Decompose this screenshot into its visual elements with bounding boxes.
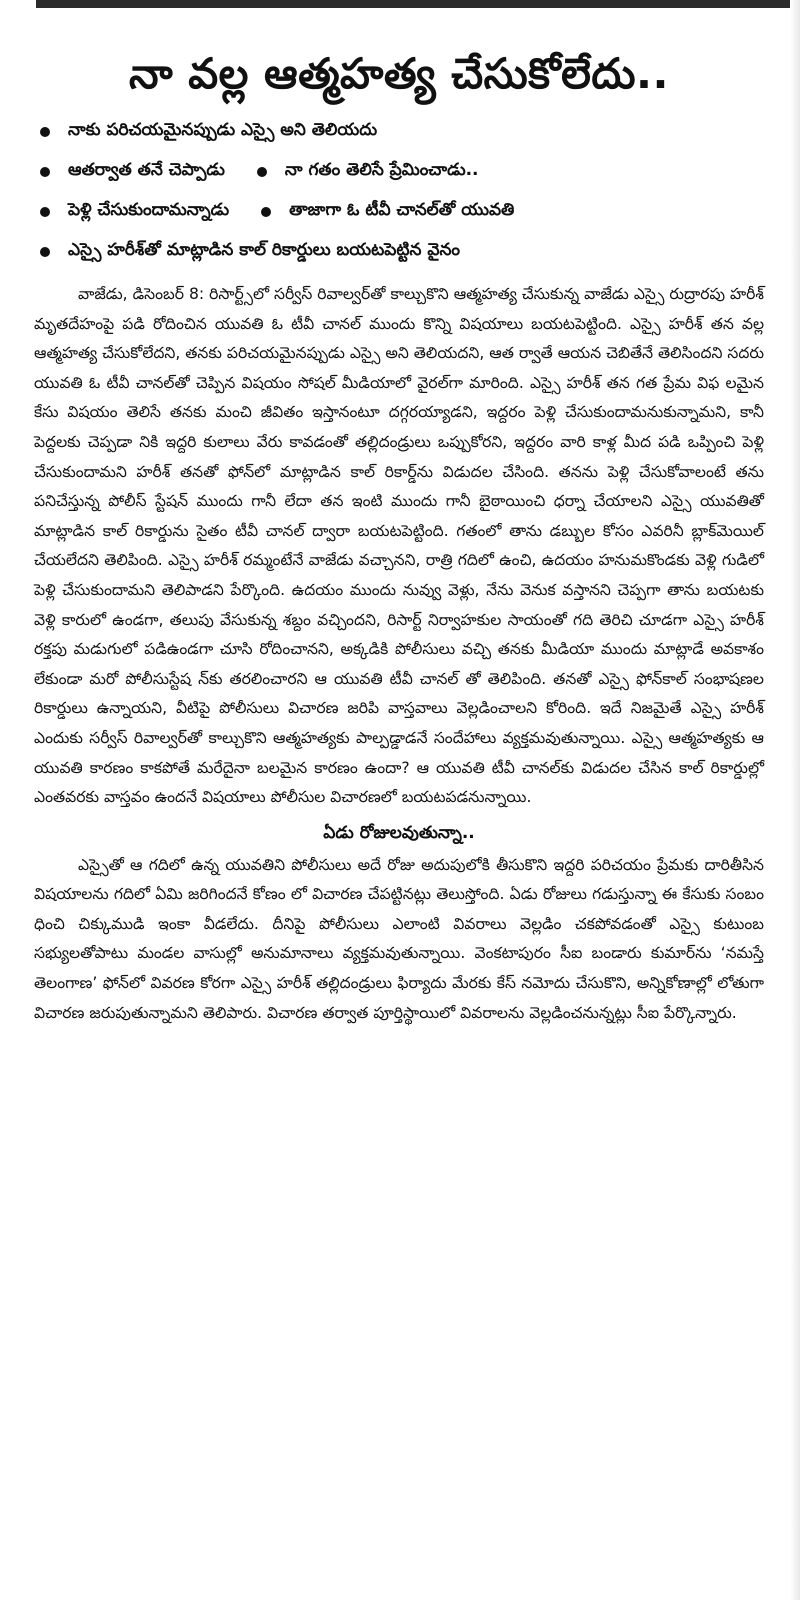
top-border-bar xyxy=(36,0,800,8)
bullet-item xyxy=(255,200,514,224)
highlight-bullets xyxy=(34,112,764,272)
news-article xyxy=(34,44,764,1028)
bullet-dot-icon xyxy=(257,167,267,177)
bullet-item xyxy=(34,120,377,144)
bullet-text: పెళ్లి చేసుకుందామన్నాడు xyxy=(68,200,230,220)
bullet-row xyxy=(34,232,764,272)
bullet-item xyxy=(34,240,460,264)
bullet-row xyxy=(34,192,764,232)
bullet-dot-icon xyxy=(40,207,50,217)
bullet-item xyxy=(251,160,479,184)
bullet-dot-icon xyxy=(40,167,50,177)
bullet-item xyxy=(34,200,229,224)
bullet-item xyxy=(34,160,225,184)
bullet-text: తాజాగా ఓ టీవీ చానల్‌తో యువతి xyxy=(289,200,515,220)
bullet-text: ఆతర్వాత తనే చెప్పాడు xyxy=(68,160,225,180)
bullet-row xyxy=(34,152,764,192)
article-body-paragraph: ఎస్సైతో ఆ గదిలో ఉన్న యువతిని పోలీసులు అదే రోజు అదుపులోకి తీసుకొని ఇద్దరి పరిచయం ప్రేమకు దారితీసిన విషయాలను గదిలో ఏమి జరిగిందనే కోణం లో విచారణ చేపట్టినట్లు తెలుస్తోంది. ఏడు రోజులు గడుస్తున్నా ఈ కేసుకు సంబం ధించి చిక్కుముడి ఇంకా వీడలేదు. దీనిపై పోలీసులు ఎలాంటి వివరాలు వెల్లడిం చకపోవడంతో ఎస్సై కుటుంబ సభ్యులతోపాటు మండల వాసుల్లో అనుమానాలు వ్యక్తమవుతున్నాయి. వెంకటాపురం సీఐ బండారు కుమార్‌ను ‘నమస్తే తెలంగాణ’ ఫోన్‌లో వివరణ కోరగా ఎస్సై హరీశ్ తల్లిదండ్రులు ఫిర్యాదు మేరకు కేస్ నమోదు చేసుకొని, అన్నికోణాల్లో లోతుగా విచారణ జరుపుతున్నామని తెలిపారు. విచారణ తర్వాత పూర్తిస్థాయిలో వివరాలను వెల్లడించనున్నట్లు సీఐ పేర్కొన్నారు. xyxy=(34,855,764,1022)
article-body-paragraph: వాజేడు, డిసెంబర్ 8: రిసార్ట్స్‌లో సర్వీస్ రివాల్వర్‌తో కాల్చుకొని ఆత్మహత్య చేసుకున్న వాజేడు ఎస్సై రుద్రారపు హరీశ్ మృతదేహంపై పడి రోదించిన యువతి ఓ టీవీ చానల్ ముందు కొన్ని విషయాలు బయటపెట్టింది. ఎస్సై హరీశ్ తన వల్ల ఆత్మహత్య చేసుకోలేదని, తనకు పరిచయమైనప్పుడు ఎస్సై అని తెలియదని, ఆత ర్వాతే ఆయన చెబితేనే తెలిసిందని సదరు యువతి ఓ టీవీ చానల్‌తో చెప్పిన విషయం సోషల్ మీడియాలో వైరల్‌గా మారింది. ఎస్సై హరీశ్ తన గత ప్రేమ విఫ లమైన కేసు విషయం తెలిసే తనకు మంచి జీవితం ఇస్తానంటూ దగ్గరయ్యాడని, ఇద్దరం పెళ్లి చేసుకుందామనుకున్నామని, కానీ పెద్దలకు చెప్పడా నికి ఇద్దరి కులాలు వేరు కావడంతో తల్లిదండ్రులు ఒప్పుకోరని, ఇద్దరం వారి కాళ్ల మీద పడి ఒప్పించి పెళ్లి చేసుకుందామని హరీశ్ తనతో ఫోన్‌లో మాట్లాడిన కాల్ రికార్డ్‌ను విడుదల చేసింది. తనను పెళ్లి చేసుకోవాలంటే తను పనిచేస్తున్న పోలీస్ స్టేషన్ ముందు గానీ లేదా తన ఇంటి ముందు గానీ బైఠాయించి ధర్నా చేయాలని ఎస్సై యువతితో మాట్లాడిన కాల్ రికార్డును సైతం టీవీ చానల్ ద్వారా బయటపెట్టింది. గతంలో తాను డబ్బుల కోసం ఎవరినీ బ్లాక్‌మెయిల్ చేయలేదని తెలిపింది. ఎస్సై హరీశ్ రమ్మంటేనే వాజేడు వచ్చానని, రాత్రి గదిలో ఉంచి, ఉదయం హనుమకొండకు వెళ్లి గుడిలో పెళ్లి చేసుకుందామని తెలిపాడని పేర్కొంది. ఉదయం ముందు నువ్వు వెళ్లు, నేను వెనుక వస్తానని చెప్పగా తాను బయటకు వెళ్లి కారులో ఉండగా, తలుపు వేసుకున్న శబ్దం వచ్చిందని, రిసార్ట్ నిర్వాహకుల సాయంతో గది తెరిచి చూడగా ఎస్సై హరీశ్ రక్తపు మడుగులో పడిఉండగా చూసి రోదించానని, అక్కడికి పోలీసులు వచ్చి తనకు మీడియా ముందు మాట్లాడే అవకాశం లేకుండా మరో పోలీసుస్టేష న్‌కు తరలించారని ఆ యువతి టీవీ చానల్ తో తెలిపింది. తనతో ఎస్సై ఫోన్‌కాల్ సంభాషణల రికార్డులు ఉన్నాయని, వీటిపై పోలీసులు విచారణ జరిపి వాస్తవాలు వెల్లడించాలని కోరింది. ఇదే నిజమైతే ఎస్సై హరీశ్ ఎందుకు సర్వీస్ రివాల్వర్‌తో కాల్చుకొని ఆత్మహత్యకు పాల్పడ్డాడనే సందేహాలు వ్యక్తమవుతున్నాయి. ఎస్సై ఆత్మహత్యకు ఆ యువతి కారణం కాకపోతే మరేదైనా బలమైన కారణం ఉందా? ఆ యువతి టీవీ చానల్‌కు విడుదల చేసిన కాల్ రికార్డుల్లో ఎంతవరకు వాస్తవం ఉందనే విషయాలు పోలీసుల విచారణలో బయటపడనున్నాయి. xyxy=(34,285,765,807)
page-edge-shadow xyxy=(790,0,800,1600)
bullet-row xyxy=(34,112,764,152)
bullet-text: ఎస్సై హరీశ్‌తో మాట్లాడిన కాల్ రికార్డులు బయటపెట్టిన వైనం xyxy=(68,240,460,260)
bullet-dot-icon xyxy=(40,127,50,137)
bullet-dot-icon xyxy=(261,207,271,217)
article-subheading: ఏడు రోజులవుతున్నా.. xyxy=(323,822,475,843)
bullet-text: నా గతం తెలిసే ప్రేమించాడు.. xyxy=(284,160,479,180)
bullet-text: నాకు పరిచయమైనప్పుడు ఎస్సై అని తెలియదు xyxy=(68,120,378,140)
bullet-dot-icon xyxy=(40,247,50,257)
article-headline: నా వల్ల ఆత్మహత్య చేసుకోలేదు.. xyxy=(129,49,669,98)
